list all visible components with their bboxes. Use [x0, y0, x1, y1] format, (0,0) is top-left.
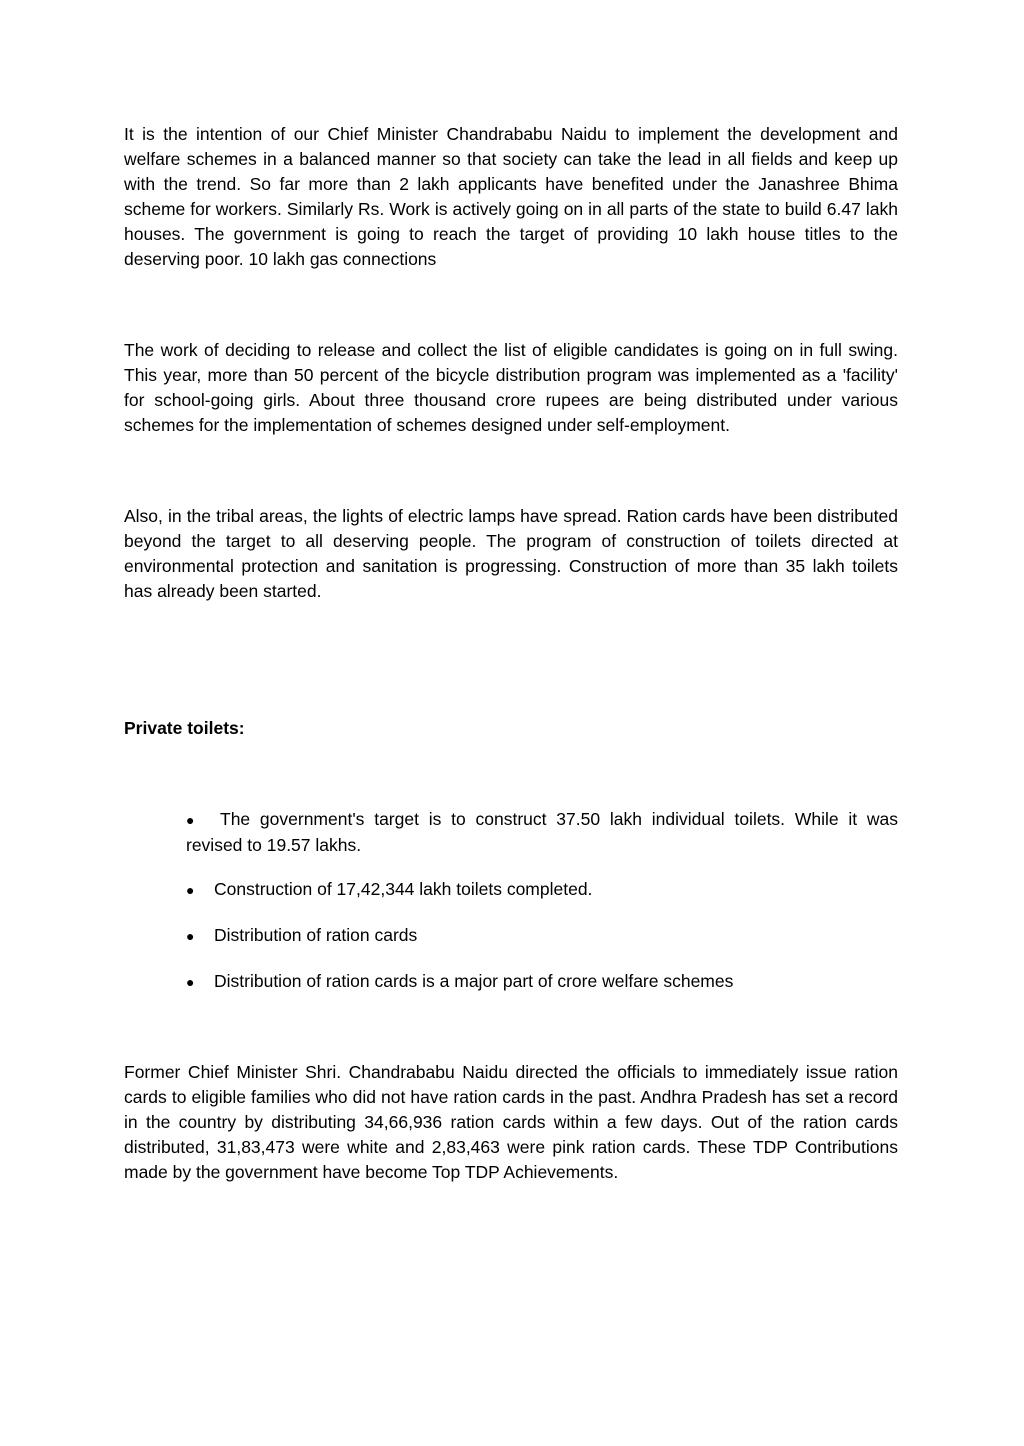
section-heading-private-toilets: Private toilets:	[124, 718, 245, 738]
list-item	[186, 923, 898, 949]
list-item	[186, 877, 898, 903]
list-item-text: Distribution of ration cards is a major part of crore welfare schemes	[214, 971, 734, 991]
list-item-text: Distribution of ration cards	[214, 925, 418, 945]
paragraph-intro: It is the intention of our Chief Minister Chandrababu Naidu to implement the development and welfare schemes in a balanced manner so that society can take the lead in all fields and keep up with the trend. So far more than 2 lakh applicants have benefited under the Janashree Bhima scheme for workers. Similarly Rs. Work is actively going on in all parts of the state to build 6.47 lakh houses. The government is going to reach the target of providing 10 lakh house titles to the deserving poor. 10 lakh gas connections	[124, 124, 898, 269]
list-item-text: Construction of 17,42,344 lakh toilets completed.	[214, 879, 593, 899]
paragraph-tribal-areas: Also, in the tribal areas, the lights of electric lamps have spread. Ration cards have been distributed beyond the target to all deserving people. The program of construction of toilets directed at environmental protection and sanitation is progressing. Construction of more than 35 lakh toilets has already been started.	[124, 506, 898, 601]
list-item	[186, 807, 898, 858]
bullet-icon: ●	[186, 928, 195, 944]
paragraph-eligible-candidates: The work of deciding to release and collect the list of eligible candidates is going on in full swing. This year, more than 50 percent of the bicycle distribution program was implemented as a 'facility' for school-going girls. About three thousand crore rupees are being distributed under various schemes for the implementation of schemes designed under self-employment.	[124, 340, 898, 435]
bullet-icon: ●	[186, 974, 195, 990]
paragraph-ration-cards: Former Chief Minister Shri. Chandrababu Naidu directed the officials to immediately issue ration cards to eligible families who did not have ration cards in the past. Andhra Pradesh has set a record in the country by distributing 34,66,936 ration cards within a few days. Out of the ration cards distributed, 31,83,473 were white and 2,83,463 were pink ration cards. These TDP Contributions made by the government have become Top TDP Achievements.	[124, 1062, 898, 1182]
bullet-icon: ●	[186, 812, 195, 828]
list-item	[186, 969, 898, 995]
bullet-icon: ●	[186, 882, 195, 898]
list-item-text: The government's target is to construct 37.50 lakh individual toilets. While it was revised to 19.57 lakhs.	[186, 809, 898, 855]
